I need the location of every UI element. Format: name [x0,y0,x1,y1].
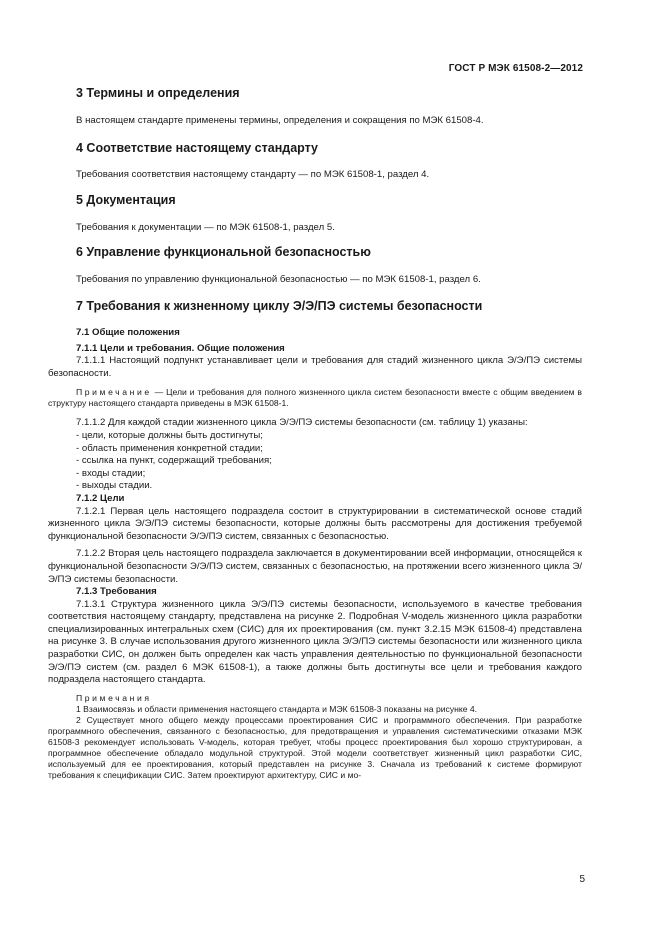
paragraph-7-1-1-2: 7.1.1.2 Для каждой стадии жизненного цикла Э/Э/ПЭ системы безопасности (см. таблицу 1) указаны: [76,417,528,429]
subsection-7-1-3-heading: 7.1.3 Требования [76,586,157,598]
notes-label: Примечания [76,692,152,703]
list-item: - ссылка на пункт, содержащий требования; [76,455,272,467]
subsection-7-1-1-heading: 7.1.1 Цели и требования. Общие положения [76,342,285,354]
paragraph-7-1-2-2: 7.1.2.2 Вторая цель настоящего подраздела заключается в документировании всей информации, относящейся к функциональной безопасности Э/Э/ПЭ систем, связанных с безопасностью, на протяжении всего жизненного цикла Э/Э/ПЭ системы безопасности. [48,548,582,585]
section-4-text: Требования соответствия настоящему стандарту — по МЭК 61508-1, раздел 4. [76,169,430,180]
standard-header: ГОСТ Р МЭК 61508-2—2012 [448,63,583,74]
paragraph-7-1-2-1: 7.1.2.1 Первая цель настоящего подраздела состоит в структурировании в систематической основе стадий жизненного цикла Э/Э/ПЭ системы безопасности, которые должны быть рассмотрены для достижения требуемой функциональной безопасности Э/Э/ПЭ систем, связанных с безопасностью. [48,505,582,542]
note-1 [48,387,582,409]
section-3-heading: 3 Термины и определения [76,86,240,100]
section-7-heading: 7 Требования к жизненному циклу Э/Э/ПЭ системы безопасности [76,299,483,313]
note-label: Примечание [76,387,152,398]
section-4-heading: 4 Соответствие настоящему стандарту [76,141,318,155]
section-3-text: В настоящем стандарте применены термины, определения и сокращения по МЭК 61508-4. [76,115,484,126]
section-5-heading: 5 Документация [76,193,176,207]
list-item: - выходы стадии. [76,480,153,492]
list-item: - входы стадии; [76,467,146,479]
section-6-heading: 6 Управление функциональной безопасностью [76,245,371,259]
list-item: - цели, которые должны быть достигнуты; [76,429,263,441]
paragraph-7-1-1-1: 7.1.1.1 Настоящий подпункт устанавливает цели и требования для стадий жизненного цикла Э/Э/ПЭ системы безопасности. [48,355,582,379]
subsection-7-1-heading: 7.1 Общие положения [76,327,180,338]
section-5-text: Требования к документации — по МЭК 61508-1, раздел 5. [76,222,335,233]
section-6-text: Требования по управлению функциональной безопасностью — по МЭК 61508-1, раздел 6. [76,274,481,285]
note-item: 2 Существует много общего между процессами проектирования СИС и программного обеспечения. При разработке программного обеспечения, связанного с безопасностью, для предотвращения и управления систематическими отказами МЭК 61508-3 рекомендует использовать V-модель, которая требует, чтобы процесс проектирования был хорошо структурирован, а программное обеспечение обладало модульной структурой. Этой модели соответствует жизненный цикл разработки СИС, используемый для ее проектирования, который представлен на рисунке 3. Сначала из требований к системе формируют требования к спецификации СИС. Затем проектируют архитектуру, СИС и мо- [48,714,582,780]
section-7-1-body [48,327,582,781]
page-number: 5 [579,874,585,885]
note-item: 1 Взаимосвязь и области применения настоящего стандарта и МЭК 61508-3 показаны на рисунке 4. [76,703,478,714]
subsection-7-1-2-heading: 7.1.2 Цели [76,492,125,504]
note-text: — Цели и требования для полного жизненного цикла систем безопасности вместе с общим введением в структуру настоящего стандарта приведены в МЭК 61508-1. [48,387,582,409]
paragraph-7-1-3-1: 7.1.3.1 Структура жизненного цикла Э/Э/ПЭ системы безопасности, используемого в качестве требования соответствия настоящему стандарту, представлена на рисунке 2. Подробная V-модель жизненного цикла разработки специализированных интегральных схем (СИС) для их проектирования (см. пункт 3.2.15 МЭК 61508-4) представлена на рисунке 3. В случае использования другого жизненного цикла Э/Э/ПЭ системы безопасности или жизненного цикла разработки СИС, он должен быть определен как часть управления деятельностью по функциональной безопасности Э/Э/ПЭ систем (см. раздел 6 МЭК 61508-1), а также должны быть достигнуты все цели и требования каждого подраздела настоящего стандарта. [48,598,582,686]
list-item: - область применения конкретной стадии; [76,442,263,454]
